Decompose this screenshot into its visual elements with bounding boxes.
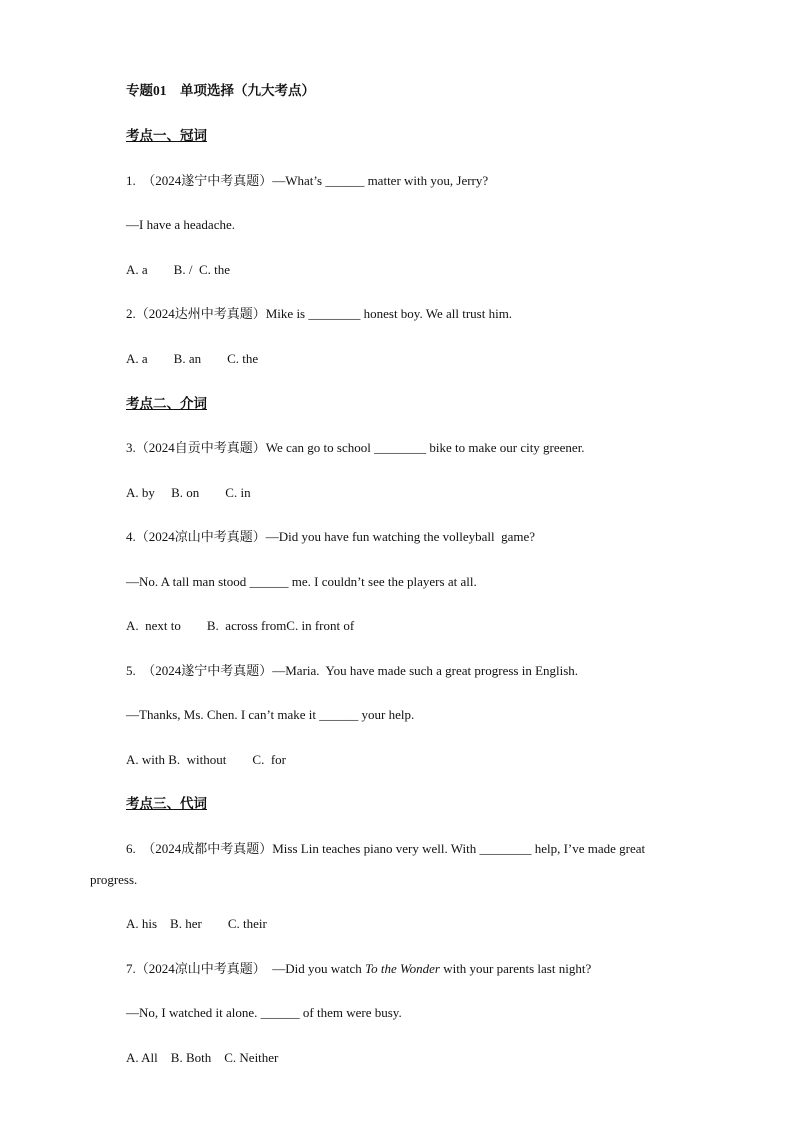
question-4-reply: —No. A tall man stood ______ me. I couldn’t see the players at all. xyxy=(126,574,477,589)
section-heading-pronouns: 考点三、代词 xyxy=(126,796,207,811)
section-heading-articles: 考点一、冠词 xyxy=(126,128,207,143)
question-6-stem: 6. （2024成都中考真题）Miss Lin teaches piano very well. With ________ help, I’ve made great xyxy=(126,841,646,856)
question-6-stem-continued: progress. xyxy=(90,872,138,887)
question-7-options: A. All B. Both C. Neither xyxy=(126,1050,279,1065)
section-heading-prepositions: 考点二、介词 xyxy=(126,396,207,411)
page-title: 专题01 单项选择（九大考点） xyxy=(126,83,315,98)
question-2-stem: 2.（2024达州中考真题）Mike is ________ honest boy. We all trust him. xyxy=(126,306,513,321)
question-4-options: A. next to B. across fromC. in front of xyxy=(126,618,355,633)
question-5-options: A. with B. without C. for xyxy=(126,752,286,767)
question-7-stem-start: 7.（2024凉山中考真题） —Did you watch xyxy=(126,961,366,976)
question-5-stem: 5. （2024遂宁中考真题）—Maria. You have made such a great progress in English. xyxy=(126,663,579,678)
question-6-options: A. his B. her C. their xyxy=(126,916,267,931)
question-4-stem: 4.（2024凉山中考真题）—Did you have fun watching the volleyball game? xyxy=(126,529,536,544)
question-3-options: A. by B. on C. in xyxy=(126,485,251,500)
question-2-options: A. a B. an C. the xyxy=(126,351,259,366)
question-1-stem: 1. （2024遂宁中考真题）—What’s ______ matter with you, Jerry? xyxy=(126,173,489,188)
question-7-stem xyxy=(126,961,591,977)
question-1-options: A. a B. / C. the xyxy=(126,262,230,277)
question-3-stem: 3.（2024自贡中考真题）We can go to school ________ bike to make our city greener. xyxy=(126,440,585,455)
question-7-reply: —No, I watched it alone. ______ of them were busy. xyxy=(126,1005,402,1020)
question-5-reply: —Thanks, Ms. Chen. I can’t make it ______ your help. xyxy=(126,707,415,722)
question-1-reply: —I have a headache. xyxy=(126,217,235,232)
question-7-stem-end: with your parents last night? xyxy=(439,961,592,976)
question-7-film-title: To the Wonder xyxy=(365,961,440,976)
